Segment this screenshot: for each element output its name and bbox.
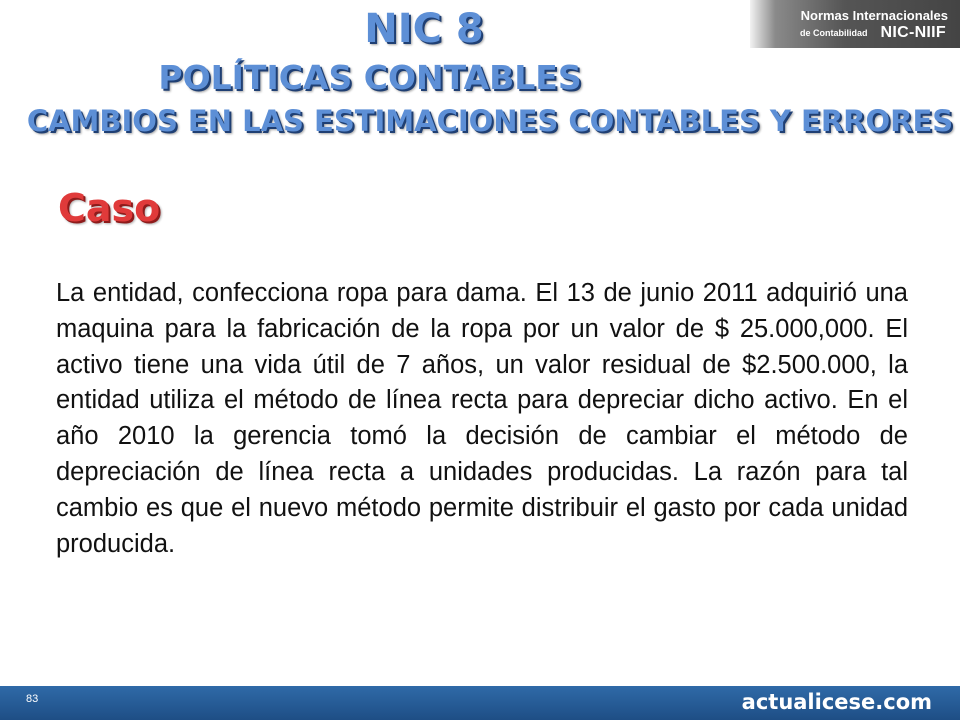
badge-line2-small: de Contabilidad [800,28,868,38]
page-subtitle-2: CAMBIOS EN LAS ESTIMACIONES CONTABLES Y ERRORES [26,104,954,138]
badge-line1: Normas Internacionales [800,8,948,23]
site-logo-text: actualicese.com [741,690,932,714]
footer-bar [0,686,960,720]
badge-line2-main: NIC-NIIF [880,24,946,41]
page-number: 83 [26,693,39,705]
page-subtitle: POLÍTICAS CONTABLES [158,58,582,97]
section-heading: Caso [58,186,161,230]
case-paragraph: La entidad, confecciona ropa para dama. El 13 de junio 2011 adquirió una maquina para la fabricación de la ropa por un valor de $ 25.000,000. El activo tiene una vida útil de 7 años, un valor residual de $2.500.000, la entidad utiliza el método de línea recta para depreciar dicho activo. En el año 2010 la gerencia tomó la decisión de cambiar el método de depreciación de línea recta a unidades producidas. La razón para tal cambio es que el nuevo método permite distribuir el gasto por cada unidad producida. [56,279,908,558]
page-title: NIC 8 [364,6,484,52]
